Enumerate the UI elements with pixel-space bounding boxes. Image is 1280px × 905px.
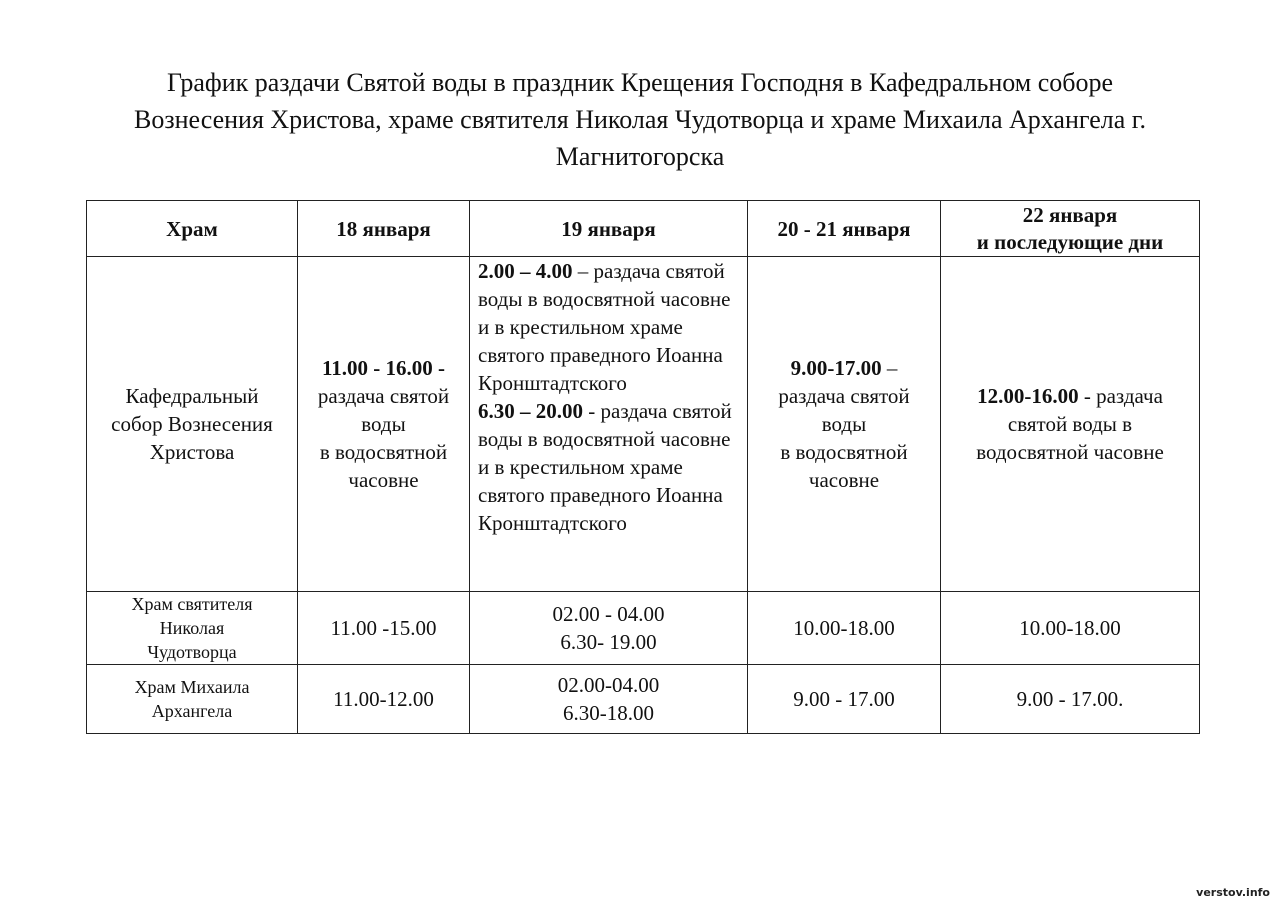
title-line-2: Вознесения Христова, храме святителя Николая Чудотворца и храме Михаила Архангела г. — [134, 105, 1146, 134]
table-row — [87, 665, 1200, 734]
cathedral-jan18-line1: раздача святой — [317, 384, 450, 408]
cathedral-jan18-line2: воды — [361, 412, 406, 436]
nikolai-name-line1: Храм святителя — [131, 594, 253, 614]
mikhail-jan19-line2: 6.30-18.00 — [563, 701, 654, 725]
cathedral-jan19-time2: 6.30 – 20.00 — [478, 399, 583, 423]
mikhail-jan20-21: 9.00 - 17.00 — [748, 665, 941, 734]
mikhail-jan18: 11.00-12.00 — [298, 665, 470, 734]
cathedral-jan19-time1: 2.00 – 4.00 — [478, 259, 573, 283]
header-temple: Храм — [87, 201, 298, 257]
title-line-1: График раздачи Святой воды в праздник Крещения Господня в Кафедральном соборе — [166, 68, 1114, 97]
cathedral-jan20-21-line4: часовне — [808, 468, 880, 492]
cathedral-name-cell — [87, 257, 298, 592]
cathedral-jan20-21-cell — [748, 257, 941, 592]
nikolai-jan19-line1: 02.00 - 04.00 — [552, 602, 665, 626]
cathedral-jan19-block2 — [478, 397, 741, 537]
mikhail-jan19-cell — [470, 665, 748, 734]
cathedral-jan18-line3: в водосвятной — [319, 440, 448, 464]
cathedral-jan20-21-line3: в водосвятной — [780, 440, 908, 464]
header-jan19: 19 января — [470, 201, 748, 257]
nikolai-jan19-cell — [470, 592, 748, 665]
schedule-table — [86, 200, 1200, 734]
cathedral-jan22-suffix: - раздача — [1078, 384, 1163, 408]
nikolai-jan20-21: 10.00-18.00 — [748, 592, 941, 665]
cathedral-jan20-21-line1: раздача святой — [778, 384, 910, 408]
title-line-3: Магнитогорска — [555, 142, 725, 171]
header-jan22-line2: и последующие дни — [976, 229, 1164, 254]
cathedral-jan19-text1: – раздача святой воды в водосвятной часовне и в крестильном храме святого праведного Иоанна Кронштадтского — [478, 259, 731, 395]
cathedral-jan18-line4: часовне — [348, 468, 419, 492]
cathedral-jan19-block1 — [478, 257, 741, 397]
nikolai-jan18: 11.00 -15.00 — [298, 592, 470, 665]
page-title — [60, 64, 1220, 175]
header-jan18: 18 января — [298, 201, 470, 257]
cathedral-jan19-text2: - раздача святой воды в водосвятной часовне и в крестильном храме святого праведного Иоанна Кронштадтского — [478, 399, 732, 535]
cathedral-jan20-21-line2: воды — [821, 412, 867, 436]
mikhail-jan19-line1: 02.00-04.00 — [557, 673, 660, 697]
cathedral-jan19-cell — [470, 257, 748, 592]
nikolai-jan22: 10.00-18.00 — [941, 592, 1200, 665]
mikhail-name-line1: Храм Михаила — [134, 677, 250, 697]
nikolai-name-cell — [87, 592, 298, 665]
mikhail-name-line2: Архангела — [151, 701, 233, 721]
cathedral-jan22-cell — [941, 257, 1200, 592]
header-jan20-21: 20 - 21 января — [748, 201, 941, 257]
cathedral-name: Кафедральный собор Вознесения Христова — [111, 384, 273, 464]
cathedral-jan22-time: 12.00-16.00 — [977, 384, 1079, 408]
header-jan22 — [941, 201, 1200, 257]
table-row — [87, 257, 1200, 592]
cathedral-jan20-21-dash: – — [881, 356, 898, 380]
table-row — [87, 592, 1200, 665]
cathedral-jan20-21-time: 9.00-17.00 — [790, 356, 882, 380]
watermark: verstov.info — [1196, 886, 1270, 899]
nikolai-name-line2: Николая — [159, 618, 225, 638]
cathedral-jan22-line2: водосвятной часовне — [976, 440, 1164, 464]
table-header-row — [87, 201, 1200, 257]
cathedral-jan18-cell — [298, 257, 470, 592]
header-jan22-line1: 22 января — [1022, 202, 1118, 227]
mikhail-jan22: 9.00 - 17.00. — [941, 665, 1200, 734]
cathedral-jan18-time: 11.00 - 16.00 - — [321, 356, 446, 380]
nikolai-jan19-line2: 6.30- 19.00 — [560, 630, 657, 654]
cathedral-jan22-line1: святой воды в — [1007, 412, 1133, 436]
nikolai-name-line3: Чудотворца — [147, 642, 237, 662]
mikhail-name-cell — [87, 665, 298, 734]
